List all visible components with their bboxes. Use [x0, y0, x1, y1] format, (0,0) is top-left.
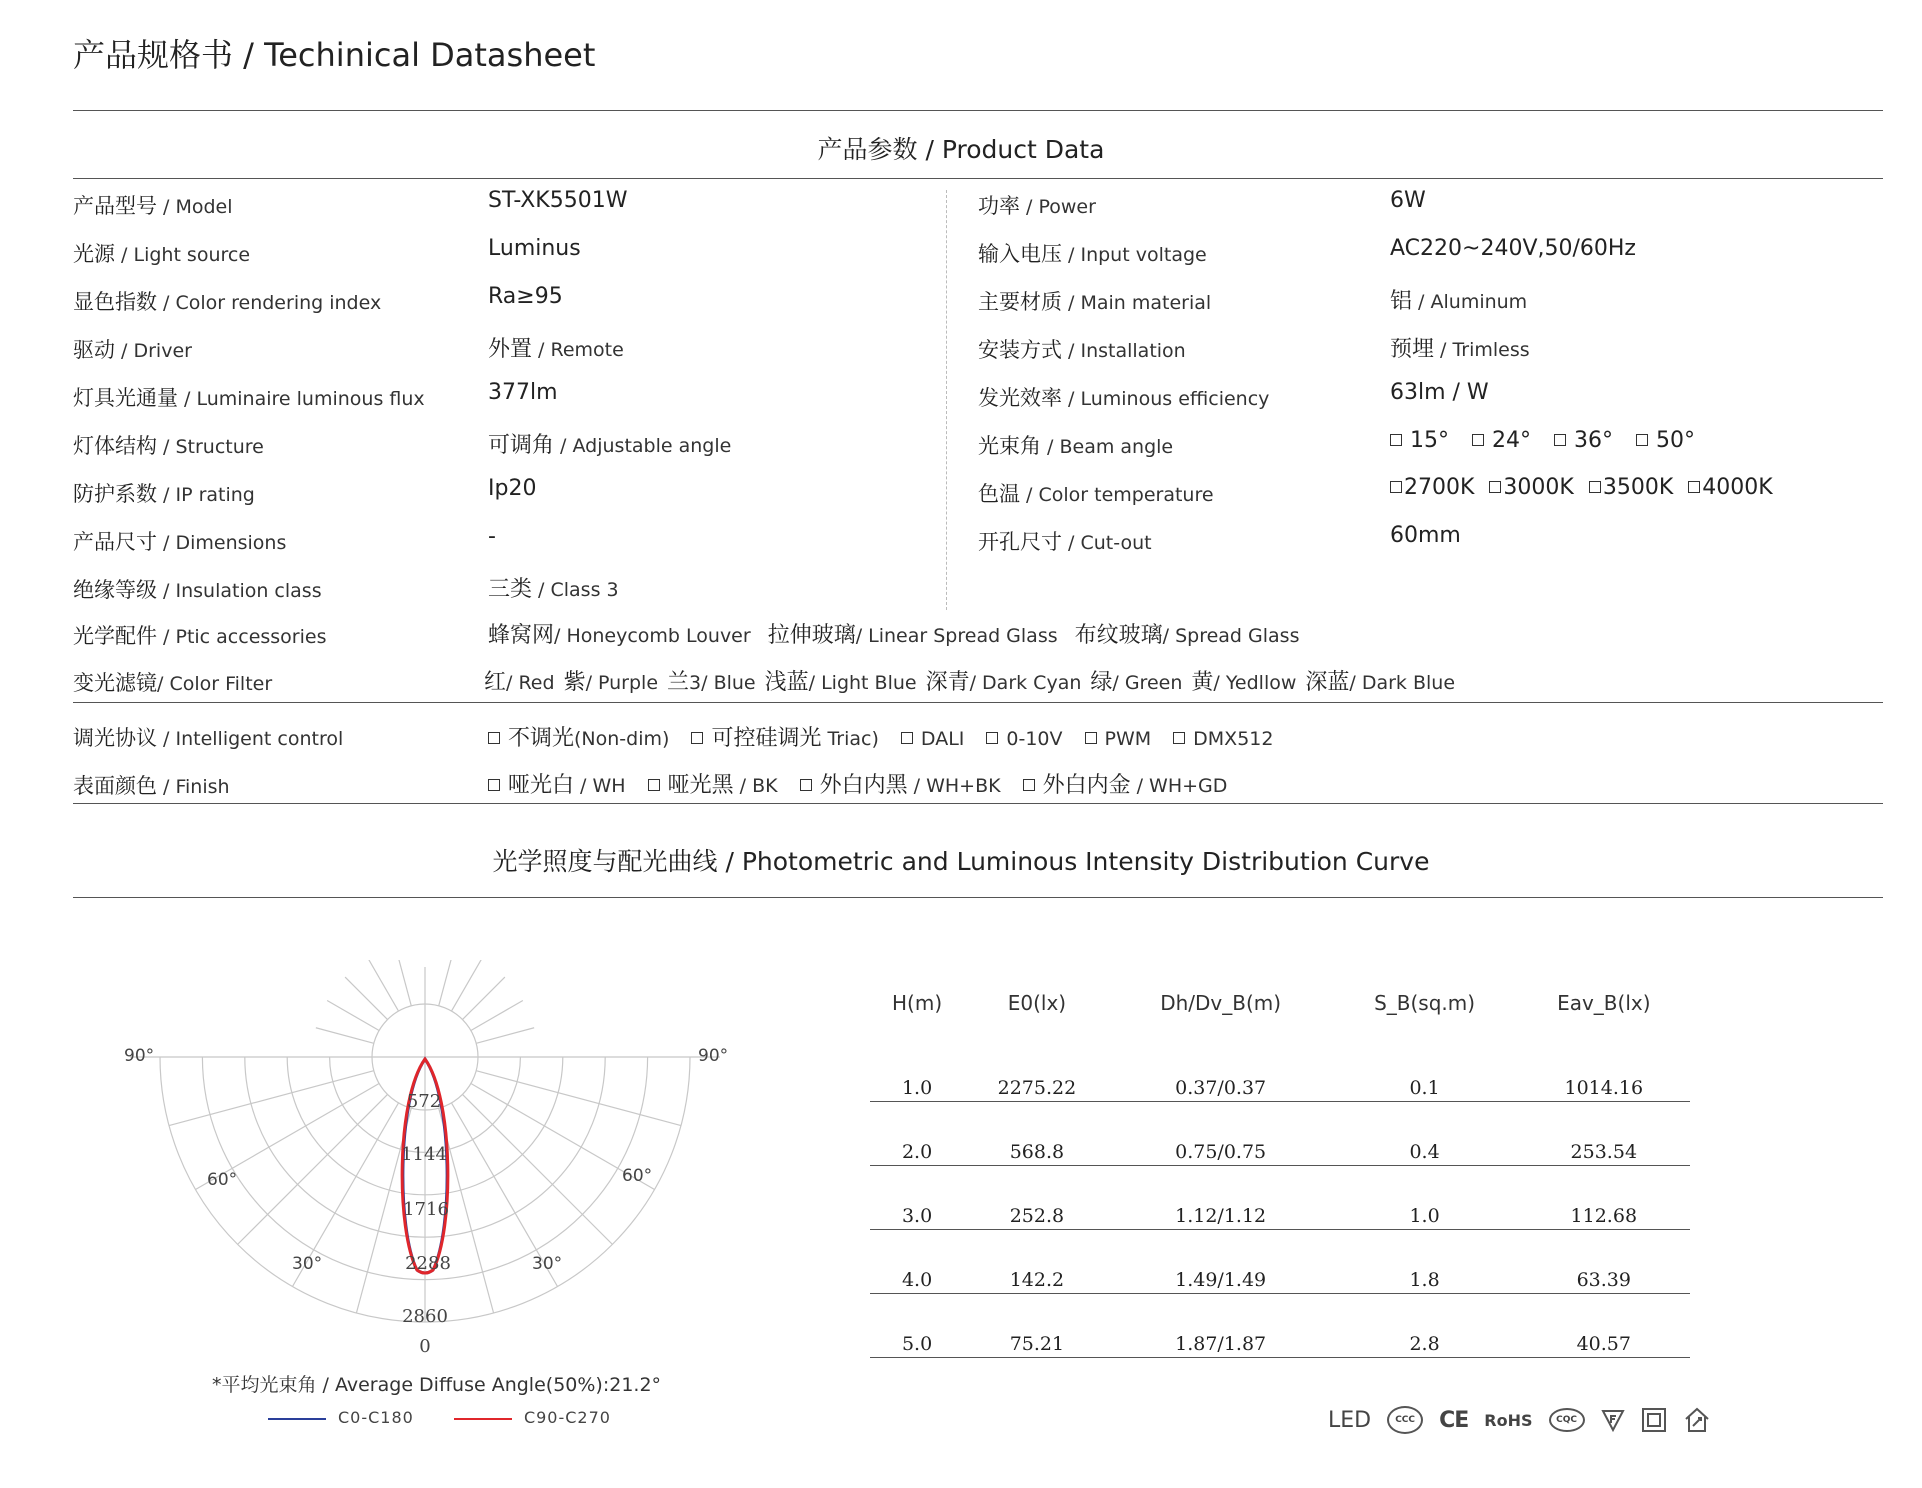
angle-label: 30° [292, 1254, 323, 1274]
spec-label: 产品尺寸 / Dimensions [73, 530, 287, 554]
optics-item: 蜂窝网/ Honeycomb Louver [488, 623, 751, 648]
table-cell: 75.21 [964, 1294, 1110, 1358]
angle-label: 30° [532, 1254, 563, 1274]
filter-item: 黄/ Yedllow [1191, 670, 1297, 695]
checkbox-icon [1589, 481, 1601, 493]
legend-swatch [454, 1418, 512, 1420]
optics-label: 光学配件 / Ptic accessories [73, 624, 327, 648]
column-divider [946, 190, 947, 610]
table-header-cell: Eav_B(lx) [1557, 991, 1651, 1015]
checkbox-icon [1688, 481, 1700, 493]
checkbox-icon [1085, 732, 1097, 744]
optics-item: 拉伸玻璃/ Linear Spread Glass [767, 623, 1058, 648]
control-label: 调光协议 / Intelligent control [73, 726, 344, 750]
table-row [870, 1038, 1690, 1102]
legend-item-c90: C90-C270 [454, 1408, 611, 1427]
table-cell: 1014.16 [1518, 1038, 1690, 1102]
spec-label: 光源 / Light source [73, 242, 251, 266]
spec-label: 驱动 / Driver [73, 338, 192, 362]
spec-value: - [488, 524, 496, 549]
spec-label: 安装方式 / Installation [978, 338, 1186, 362]
polar-intensity-diagram [100, 960, 760, 1360]
spec-value: 外置 / Remote [488, 337, 624, 362]
spec-value: 铝 / Aluminum [1390, 289, 1528, 314]
spec-value: Ra≥95 [488, 284, 563, 309]
table-header-row [870, 990, 1690, 1038]
spec-label: 输入电压 / Input voltage [978, 242, 1207, 266]
legend-swatch [268, 1418, 326, 1420]
checkbox-icon [1472, 434, 1484, 446]
checkbox-icon [1554, 434, 1566, 446]
spec-label: 灯具光通量 / Luminaire luminous flux [73, 386, 425, 410]
spec-label: 显色指数 / Color rendering index [73, 290, 382, 314]
table-cell: 2.0 [870, 1102, 964, 1166]
table-cell: 2275.22 [964, 1038, 1110, 1102]
table-cell: 63.39 [1518, 1230, 1690, 1294]
spec-value: Ip20 [488, 476, 537, 501]
checkbox-icon [691, 732, 703, 744]
spec-label: 产品型号 / Model [73, 194, 233, 218]
checkbox-icon [488, 732, 500, 744]
control-option[interactable]: DALI [901, 726, 964, 751]
color-temp-options [1390, 475, 1773, 500]
photometric-table [870, 990, 1690, 1358]
table-cell: 1.87/1.87 [1110, 1294, 1332, 1358]
control-option[interactable]: 可控硅调光 Triac) [691, 726, 878, 751]
angle-label: 60° [207, 1170, 238, 1190]
table-cell: 2.8 [1332, 1294, 1518, 1358]
table-cell: 1.0 [1332, 1166, 1518, 1230]
filter-item: 红/ Red [484, 670, 555, 695]
spec-label: 灯体结构 / Structure [73, 434, 264, 458]
filter-items [484, 665, 1464, 696]
ring-label: 1144 [401, 1144, 447, 1165]
filter-item: 深青/ Dark Cyan [925, 670, 1082, 695]
filter-item: 深蓝/ Dark Blue [1305, 670, 1456, 695]
spec-value: ST-XK5501W [488, 188, 628, 213]
filter-item: 紫/ Purple [563, 670, 659, 695]
divider [73, 702, 1883, 703]
photometric-title: 光学照度与配光曲线 / Photometric and Luminous Intensity Distribution Curve [492, 847, 1430, 876]
table-row [870, 1102, 1690, 1166]
spec-value: 63lm / W [1390, 380, 1489, 405]
finish-label: 表面颜色 / Finish [73, 774, 230, 798]
product-data-title: 产品参数 / Product Data [817, 135, 1105, 164]
spec-label: 功率 / Power [978, 194, 1096, 218]
filter-item: 兰3/ Blue [667, 670, 756, 695]
beam-angle-label: 光束角 / Beam angle [978, 434, 1174, 458]
finish-option[interactable]: 哑光白 / WH [488, 773, 626, 798]
spec-value: 可调角 / Adjustable angle [488, 433, 732, 458]
table-cell: 4.0 [870, 1230, 964, 1294]
average-angle-note: *平均光束角 / Average Diffuse Angle(50%):21.2° [212, 1374, 662, 1396]
table-row [870, 1166, 1690, 1230]
cqc-icon: CQC [1549, 1408, 1585, 1432]
beam-option[interactable]: 24° [1472, 428, 1531, 453]
ccc-icon: CCC [1387, 1406, 1423, 1434]
checkbox-icon [488, 779, 500, 791]
cutout-label: 开孔尺寸 / Cut-out [978, 530, 1152, 554]
zero-label: 0 [419, 1336, 431, 1357]
control-option[interactable]: DMX512 [1173, 726, 1273, 751]
table-header-cell: Dh/Dv_B(m) [1160, 991, 1282, 1015]
control-option[interactable]: PWM [1085, 726, 1152, 751]
legend-item-c0: C0-C180 [268, 1408, 414, 1427]
beam-angle-options [1390, 428, 1711, 453]
finish-option[interactable]: 外白内黑 / WH+BK [800, 773, 1001, 798]
rohs-mark: RoHS [1484, 1410, 1533, 1430]
finish-options [488, 768, 1249, 799]
table-row [870, 1294, 1690, 1358]
finish-option[interactable]: 外白内金 / WH+GD [1023, 773, 1228, 798]
divider [73, 897, 1883, 898]
filter-item: 绿/ Green [1090, 670, 1183, 695]
filter-label: 变光滤镜/ Color Filter [73, 671, 273, 695]
table-cell: 0.1 [1332, 1038, 1518, 1102]
f-mark-icon [1601, 1408, 1625, 1432]
indoor-use-icon [1683, 1406, 1711, 1434]
ring-label: 572 [406, 1091, 442, 1112]
checkbox-icon [1390, 481, 1402, 493]
beam-option[interactable]: 36° [1554, 428, 1613, 453]
page-title: 产品规格书 / Techinical Datasheet [73, 36, 596, 74]
angle-label: 90° [698, 1046, 729, 1066]
table-cell: 252.8 [964, 1166, 1110, 1230]
table-cell: 3.0 [870, 1166, 964, 1230]
optics-items [488, 618, 1299, 649]
filter-item: 浅蓝/ Light Blue [764, 670, 917, 695]
control-option[interactable]: 不调光(Non-dim) [488, 726, 669, 751]
angle-label: 60° [622, 1166, 653, 1186]
spec-label: 防护系数 / IP rating [73, 482, 255, 506]
checkbox-icon [901, 732, 913, 744]
checkbox-icon [1390, 434, 1402, 446]
spec-value: 377lm [488, 380, 558, 405]
table-cell: 40.57 [1518, 1294, 1690, 1358]
cct-option[interactable]: 2700K [1390, 475, 1474, 500]
divider [73, 803, 1883, 804]
spec-value: 三类 / Class 3 [488, 577, 619, 602]
spec-value: 预埋 / Trimless [1390, 337, 1530, 362]
spec-label: 主要材质 / Main material [978, 290, 1212, 314]
spec-value: Luminus [488, 236, 581, 261]
checkbox-icon [648, 779, 660, 791]
table-cell: 112.68 [1518, 1166, 1690, 1230]
table-header-cell: S_B(sq.m) [1374, 991, 1476, 1015]
certification-marks [1328, 1406, 1711, 1434]
table-row [870, 1230, 1690, 1294]
ring-label: 2860 [402, 1306, 448, 1327]
legend [268, 1408, 611, 1427]
finish-option[interactable]: 哑光黑 / BK [648, 773, 778, 798]
angle-label: 90° [124, 1046, 155, 1066]
spec-value: AC220~240V,50/60Hz [1390, 236, 1636, 261]
table-header-cell: E0(lx) [1007, 991, 1067, 1015]
table-cell: 1.49/1.49 [1110, 1230, 1332, 1294]
table-cell: 0.37/0.37 [1110, 1038, 1332, 1102]
table-cell: 0.75/0.75 [1110, 1102, 1332, 1166]
cct-option[interactable]: 3500K [1589, 475, 1673, 500]
beam-option[interactable]: 50° [1636, 428, 1695, 453]
table-cell: 1.12/1.12 [1110, 1166, 1332, 1230]
checkbox-icon [1489, 481, 1501, 493]
divider [73, 178, 1883, 179]
checkbox-icon [800, 779, 812, 791]
ce-mark: CE [1439, 1407, 1469, 1433]
checkbox-icon [986, 732, 998, 744]
checkbox-icon [1636, 434, 1648, 446]
optics-item: 布纹玻璃/ Spread Glass [1074, 623, 1300, 648]
table-cell: 142.2 [964, 1230, 1110, 1294]
cct-option[interactable]: 4000K [1688, 475, 1772, 500]
table-cell: 0.4 [1332, 1102, 1518, 1166]
cct-option[interactable]: 3000K [1489, 475, 1573, 500]
control-option[interactable]: 0-10V [986, 726, 1062, 751]
class3-square-icon [1641, 1407, 1667, 1433]
spec-value: 6W [1390, 188, 1426, 213]
ring-label: 2288 [405, 1253, 451, 1274]
table-cell: 1.8 [1332, 1230, 1518, 1294]
checkbox-icon [1023, 779, 1035, 791]
checkbox-icon [1173, 732, 1185, 744]
table-header-cell: H(m) [892, 991, 943, 1015]
cutout-value: 60mm [1390, 523, 1461, 548]
table-cell: 568.8 [964, 1102, 1110, 1166]
spec-label: 发光效率 / Luminous efficiency [978, 386, 1270, 410]
control-options [488, 721, 1295, 752]
spec-label: 绝缘等级 / Insulation class [73, 578, 322, 602]
beam-option[interactable]: 15° [1390, 428, 1449, 453]
color-temp-label: 色温 / Color temperature [978, 482, 1214, 506]
divider [73, 110, 1883, 111]
led-mark: LED [1328, 1407, 1372, 1433]
table-cell: 5.0 [870, 1294, 964, 1358]
table-cell: 253.54 [1518, 1102, 1690, 1166]
ring-label: 1716 [403, 1199, 449, 1220]
table-cell: 1.0 [870, 1038, 964, 1102]
